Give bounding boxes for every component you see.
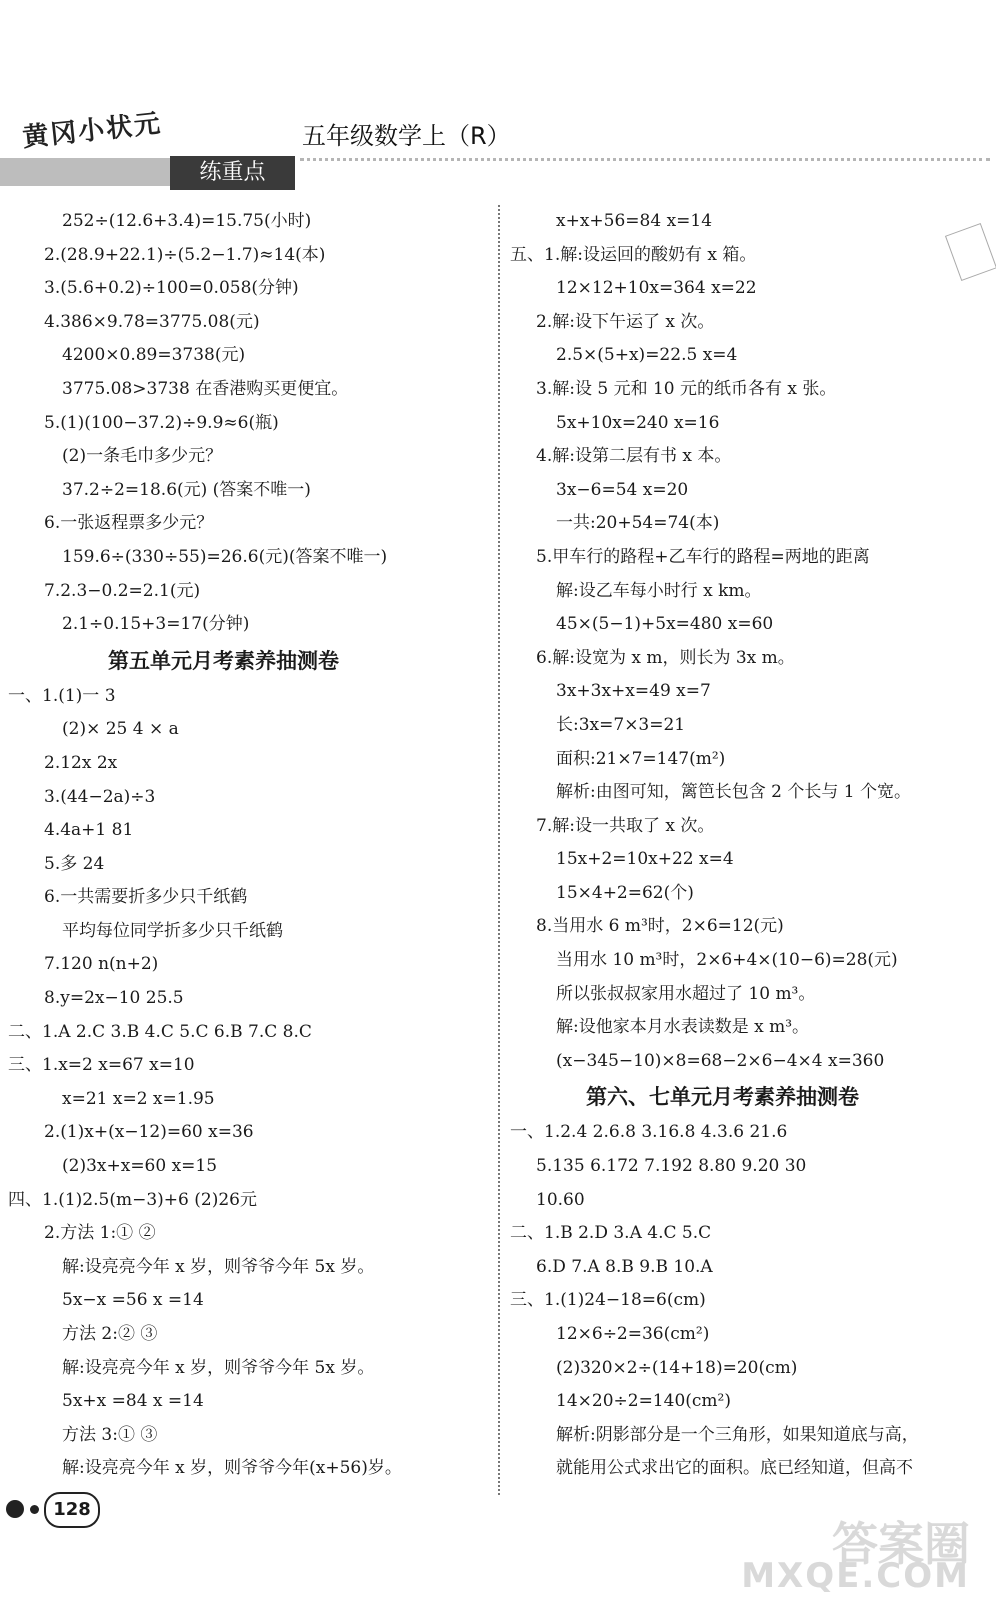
page-header [0, 70, 996, 190]
answer-line: 4.解:设第二层有书 x 本。 [536, 446, 732, 467]
answer-line: 长:3x=7×3=21 [556, 714, 686, 735]
answer-line: 6.D 7.A 8.B 9.B 10.A [536, 1256, 713, 1277]
answer-line: x+x+56=84 x=14 [556, 211, 713, 231]
answer-line: 12×12+10x=364 x=22 [556, 278, 757, 299]
answer-line: 2.解:设下午运了 x 次。 [536, 311, 715, 332]
answer-line: 4.4a+1 81 [44, 820, 134, 841]
brand-logo [0, 80, 300, 190]
answer-line: (2)320×2÷(14+18)=20(cm) [556, 1357, 798, 1378]
answer-line: 二、1.B 2.D 3.A 4.C 5.C [510, 1223, 712, 1244]
answer-line: 37.2÷2=18.6(元) (答案不唯一) [62, 479, 311, 500]
answer-line: 5x−x =56 x =14 [62, 1290, 204, 1311]
answer-line: 解:设亮亮今年 x 岁，则爷爷今年 5x 岁。 [62, 1256, 375, 1277]
answer-line: 3x+3x+x=49 x=7 [556, 681, 711, 702]
answer-line: 二、1.A 2.C 3.B 4.C 5.C 6.B 7.C 8.C [8, 1021, 312, 1042]
answer-line: 6.一张返程票多少元？ [44, 513, 214, 534]
answer-line: 6.一共需要折多少只千纸鹤 [44, 887, 248, 908]
right-answer-column [510, 205, 996, 1486]
answer-line: 三、1.x=2 x=67 x=10 [8, 1055, 195, 1076]
left-answer-column [0, 205, 492, 1486]
answer-line: 15×4+2=62(个) [556, 882, 694, 903]
answer-line: 方法 2:② ③ [62, 1324, 158, 1344]
answer-line: 10.60 [536, 1189, 585, 1210]
answer-line: 当用水 10 m³时，2×6+4×(10−6)=28(元) [556, 950, 898, 971]
watermark-logo: 答案圈 [832, 1517, 970, 1571]
answer-line: 解:设亮亮今年 x 岁，则爷爷今年(x+56)岁。 [62, 1458, 402, 1479]
answer-line: 平均每位同学折多少只千纸鹤 [62, 920, 283, 941]
answer-line: 252÷(12.6+3.4)=15.75(小时) [62, 211, 312, 231]
answer-line: 方法 3:① ③ [62, 1424, 158, 1445]
answer-line: 一、1.(1)一 3 [8, 685, 116, 706]
answer-line: 15x+2=10x+22 x=4 [556, 849, 734, 870]
answer-line: (x−345−10)×8=68−2×6−4×4 x=360 [556, 1050, 885, 1071]
answer-line: 五、1.解:设运回的酸奶有 x 箱。 [510, 244, 757, 265]
answer-line: 5.甲车行的路程+乙车行的路程=两地的距离 [536, 546, 870, 567]
answer-line: 5.135 6.172 7.192 8.80 9.20 30 [536, 1156, 807, 1177]
answer-line: 159.6÷(330÷55)=26.6(元)(答案不唯一) [62, 546, 388, 567]
answer-line: 5x+10x=240 x=16 [556, 412, 720, 433]
answer-line: 2.12x 2x [44, 752, 118, 773]
answer-line: 45×(5−1)+5x=480 x=60 [556, 614, 774, 635]
answer-line: 解析:由图可知，篱笆长包含 2 个长与 1 个宽。 [556, 782, 911, 803]
answer-line: 3775.08>3738 在香港购买更便宜。 [62, 378, 349, 399]
answer-line: 2.方法 1:① ② [44, 1223, 156, 1244]
page-number: 128 [44, 1492, 100, 1528]
answer-line: 2.(1)x+(x−12)=60 x=36 [44, 1122, 254, 1143]
answer-line: 3.(44−2a)÷3 [44, 786, 156, 807]
brand-tag: 练重点 [170, 156, 295, 190]
answer-line: 3.(5.6+0.2)÷100=0.058(分钟) [44, 278, 299, 299]
answer-line: 7.解:设一共取了 x 次。 [536, 815, 715, 836]
book-title: 五年级数学上（R） [302, 122, 511, 150]
column-divider [498, 205, 500, 1495]
watermark-url: MXQE.COM [741, 1556, 970, 1596]
section-heading: 第五单元月考素养抽测卷 [108, 647, 339, 673]
answer-line: (2)× 25 4 × a [62, 719, 179, 740]
answer-line: (2)3x+x=60 x=15 [62, 1156, 218, 1177]
answer-line: x=21 x=2 x=1.95 [62, 1088, 215, 1109]
answer-line: 就能用公式求出它的面积。底已经知道，但高不 [556, 1458, 913, 1479]
answer-line: 解析:阴影部分是一个三角形，如果知道底与高， [556, 1424, 919, 1445]
answer-line: 一共:20+54=74(本) [556, 513, 720, 534]
answer-line: 14×20÷2=140(cm²) [556, 1391, 731, 1412]
answer-line: 面积:21×7=147(m²) [556, 748, 726, 769]
brand-name: 黄冈小状元 [21, 108, 164, 154]
answer-line: 一、1.2.4 2.6.8 3.16.8 4.3.6 21.6 [510, 1122, 788, 1143]
answer-line: 12×6÷2=36(cm²) [556, 1324, 710, 1344]
answer-line: 6.解:设宽为 x m，则长为 3x m。 [536, 647, 795, 668]
answer-line: 4.386×9.78=3775.08(元) [44, 311, 260, 332]
answer-line: 2.5×(5+x)=22.5 x=4 [556, 345, 738, 366]
answer-line: 8.y=2x−10 25.5 [44, 988, 184, 1009]
answer-line: 7.2.3−0.2=2.1(元) [44, 580, 201, 601]
answer-line: 5.多 24 [44, 853, 105, 874]
answer-line: 解:设乙车每小时行 x km。 [556, 580, 762, 601]
answer-line: 解:设他家本月水表读数是 x m³。 [556, 1017, 810, 1038]
section-heading: 第六、七单元月考素养抽测卷 [586, 1084, 859, 1110]
dot-small-icon [30, 1505, 39, 1514]
answer-line: 2.1÷0.15+3=17(分钟) [62, 614, 250, 635]
answer-line: 2.(28.9+22.1)÷(5.2−1.7)≈14(本) [44, 244, 326, 265]
answer-line: 3.解:设 5 元和 10 元的纸币各有 x 张。 [536, 378, 837, 399]
answer-line: 4200×0.89=3738(元) [62, 345, 246, 366]
page-footer [6, 1492, 206, 1532]
dot-large-icon [6, 1500, 24, 1518]
answer-line: 8.当用水 6 m³时，2×6=12(元) [536, 916, 784, 937]
answer-line: 解:设亮亮今年 x 岁，则爷爷今年 5x 岁。 [62, 1357, 375, 1378]
answer-line: 5x+x =84 x =14 [62, 1391, 204, 1412]
answer-line: 三、1.(1)24−18=6(cm) [510, 1290, 706, 1311]
answer-line: 四、1.(1)2.5(m−3)+6 (2)26元 [8, 1189, 257, 1210]
answer-line: 所以张叔叔家用水超过了 10 m³。 [556, 983, 816, 1004]
answer-line: (2)一条毛巾多少元？ [62, 446, 223, 467]
brand-band [0, 158, 175, 186]
answer-line: 3x−6=54 x=20 [556, 479, 689, 500]
answer-line: 7.120 n(n+2) [44, 954, 159, 975]
answer-line: 5.(1)(100−37.2)÷9.9≈6(瓶) [44, 412, 279, 433]
header-dotted-line [300, 158, 990, 161]
